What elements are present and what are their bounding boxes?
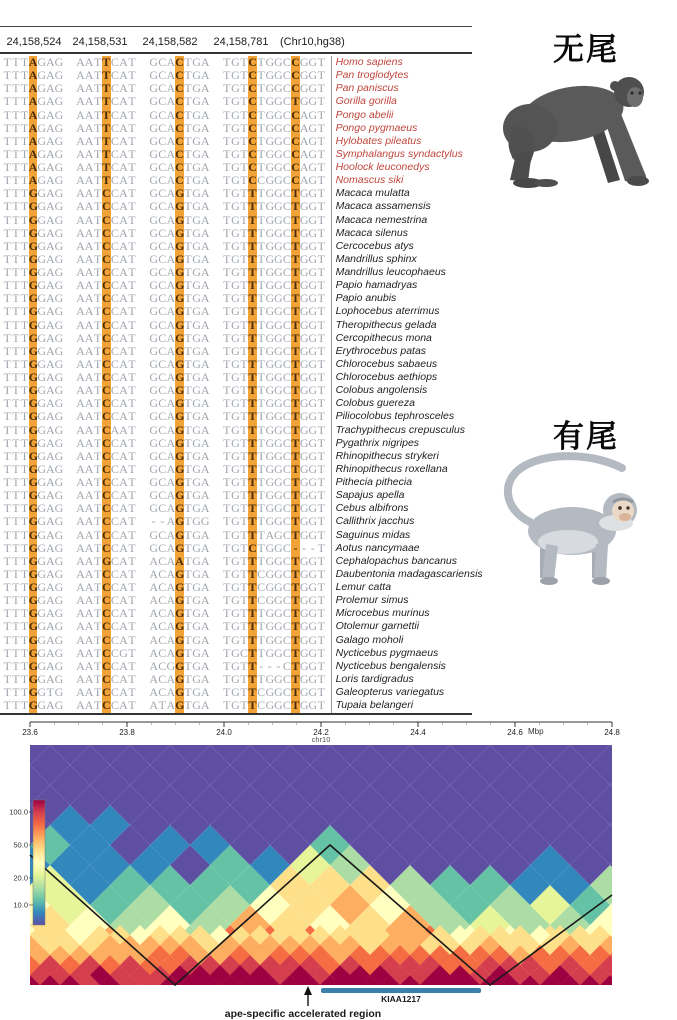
species-name: Lemur catta [335, 581, 392, 593]
tailless-label: 无尾 [553, 32, 619, 68]
species-name: Galeopterus variegatus [335, 686, 445, 698]
alignment-row: TTTGGAG AATCCAT ACGGTGA TGTT - - - CTGGT Nycticebus bengalensis [3, 658, 446, 673]
colorbar [9, 800, 45, 925]
species-name: Pongo pygmaeus [335, 121, 418, 134]
species-name: Pan paniscus [335, 82, 399, 95]
alignment-row: TTTAGAG AATTCAT GCACTGA TGTCTGGCCAGT Hoolock leuconedys [3, 160, 430, 174]
species-name: Hylobates pileatus [335, 134, 422, 147]
alignment-row: TTTGGAG AATCCAT ACAGTGA TGTTTGGCTGGT Galago moholi [3, 632, 404, 647]
axis-unit-label: Mbp [528, 727, 544, 736]
ape-illustration [488, 62, 666, 197]
position-label-3: 24,158,582 [142, 36, 198, 48]
alignment-row: TTTGGAG AATCCAT GCAGTGA TGTTTGGCTGGT Pithecia pithecia [3, 475, 413, 489]
alignment-row: TTTGGAG AATCCAT GCAGTGA TGTTTGGCTGGT Theropithecus gelada [3, 317, 437, 332]
gene-label: KIAA1217 [381, 994, 421, 1004]
species-name: Theropithecus gelada [335, 318, 437, 331]
alignment-row: TTTGGAG AATCCAT GCAGTGA TGTCTGGC - - - T Aotus nancymaae [3, 540, 420, 555]
alignment-row: TTTGGAG AATCCAT ACAGTGA TGTTCGGCTGGT Lemur catta [3, 580, 392, 594]
alignment-row: TTTGGAG AATCCAT GCAGTGA TGTTTGGCTGGT Cebus albifrons [3, 501, 409, 516]
position-label-4: 24,158,781 [213, 36, 269, 48]
axis-tick-label: 24.8 [604, 728, 620, 737]
alignment-row: TTTGGAG AATCCAT GCAGTGA TGTTTGGCTGGT Sapajus apella [3, 488, 405, 503]
alignment-row: TTTAGAG AATTCAT GCACTGA TGTCCGGCCAGT Nomascus siki [3, 173, 404, 188]
position-label-2: 24,158,531 [72, 36, 128, 48]
axis-tick-label: 24.4 [410, 728, 426, 737]
species-name: Rhinopithecus roxellana [335, 462, 448, 475]
sequence-alignment [0, 56, 483, 712]
alignment-row: TTTAGAG AATTCAT GCACTGA TGTCTGGCCAGT Symphalangus syndactylus [3, 146, 463, 161]
species-name: Cercopithecus mona [335, 331, 432, 344]
species-name: Mandrillus leucophaeus [335, 266, 446, 278]
alignment-row: TTTGGAG AATCCAT GCAGTGA TGTTTGGCTGGT Pygathrix nigripes [3, 435, 420, 450]
alignment-row: TTTGGAG AATCCAT ACAGTGA TGTTTGGCTGGT Otolemur garnettii [3, 619, 420, 634]
species-name: Cebus albifrons [335, 502, 409, 515]
alignment-row: TTTGGAG AATCCAT GCAGTGA TGTTTGGCTGGT Erythrocebus patas [3, 343, 427, 358]
alignment-row: TTTGGAG AATCCAT GCAGTGA TGTTTGGCTGGT Cercopithecus mona [3, 330, 432, 345]
species-name: Pygathrix nigripes [335, 436, 420, 449]
colorbar-tick-label: 20.0 [13, 873, 28, 883]
genomic-axis [22, 722, 620, 744]
axis-tick-label: 23.8 [119, 728, 135, 737]
alignment-row: TTTGGAG AATCCAT - - AGTGG TGTTTGGCTGGT Callithrix jacchus [3, 514, 415, 529]
arrow-head [304, 986, 312, 995]
species-name: Gorilla gorilla [335, 95, 397, 108]
monkey-illustration [492, 448, 654, 598]
species-name: Erythrocebus patas [335, 344, 427, 357]
alignment-row: TTTGGAG AATCCAT ACAGTGA TGTTTGGCTGGT Microcebus murinus [3, 606, 430, 621]
alignment-row: TTTGGAG AATCCAT GCAGTGA TGTTTGGCTGGT Rhinopithecus strykeri [3, 448, 439, 463]
species-name: Papio anubis [335, 292, 397, 305]
alignment-row: TTTGGAG AATCCAT GCAGTGA TGTTTGGCTGGT Papio anubis [3, 291, 397, 306]
tailed-label: 有尾 [553, 419, 619, 455]
species-name: Saguinus midas [335, 528, 411, 541]
alignment-top-rule [0, 26, 472, 27]
position-label-1: 24,158,524 [6, 36, 62, 48]
alignment-row: TTTGGAG AATCCAT GCAGTGA TGTTTGGCTGGT Lophocebus aterrimus [3, 304, 440, 319]
alignment-row: TTTGGAG AATCCAT GCAGTGA TGTTTGGCTGGT Macaca silenus [3, 225, 408, 240]
ape-silhouette [503, 77, 649, 188]
species-name: Macaca assamensis [335, 200, 431, 213]
alignment-row: TTTGGAG AATCCAT ACAGTGA TGTTTGGCTGGT Loris tardigradus [3, 671, 414, 686]
species-name: Cercocebus atys [335, 239, 414, 252]
alignment-row: TTTGGAG AATCCAT GCAGTGA TGTTTGGCTGGT Mandrillus sphinx [3, 251, 417, 266]
alignment-row: TTTGGAG AATCAAT GCAGTGA TGTTTGGCTGGT Trachypithecus crepusculus [3, 422, 465, 437]
species-name: Pithecia pithecia [335, 476, 413, 488]
species-name: Symphalangus syndactylus [335, 147, 463, 160]
species-name: Lophocebus aterrimus [335, 305, 440, 318]
alignment-row: TTTGGAG AATCCAT ACAGTGA TGTTCGGCTGGT Daubentonia madagascariensis [3, 566, 483, 581]
alignment-row: TTTGGAG AATCCAT GCAGTGA TGTTTGGCTGGT Macaca nemestrina [3, 212, 428, 227]
species-name: Macaca mulatta [335, 187, 410, 200]
alignment-row: TTTGGAG AATCCAT GCAGTGA TGTTTAGCTGGT Saguinus midas [3, 527, 411, 542]
species-name: Cephalopachus bancanus [335, 554, 458, 567]
species-name: Piliocolobus tephrosceles [335, 410, 455, 423]
species-name: Chlorocebus aethiops [335, 371, 438, 383]
alignment-header-rule [0, 52, 472, 54]
species-name: Nomascus siki [335, 174, 404, 187]
annotations [225, 986, 481, 1020]
alignment-row: TTTAGAG AATTCAT GCACTGA TGTCTGGCCGGT Pan paniscus [3, 81, 399, 96]
alignment-row: TTTGGTG AATCCAT ACAGTGA TGTTCGGCTGGT Galeopterus variegatus [3, 685, 445, 699]
alignment-row: TTTAGAG AATTCAT GCACTGA TGTCTGGCCGGT Homo sapiens [3, 55, 403, 69]
axis-tick-label: 24.2 [313, 728, 329, 737]
alignment-row: TTTGGAG AATCCAT GCAGTGA TGTTTGGCTGGT Piliocolobus tephrosceles [3, 409, 455, 424]
alignment-row: TTTGGAG AATCCAT GCAGTGA TGTTTGGCTGGT Colobus angolensis [3, 383, 428, 398]
alignment-row: TTTGGAG AATCCAT GCAGTGA TGTTTGGCTGGT Chlorocebus sabaeus [3, 356, 438, 371]
species-name: Colobus guereza [335, 397, 415, 410]
species-name: Homo sapiens [335, 56, 403, 68]
alignment-row: TTTAGAG AATTCAT GCACTGA TGTCTGGCTGGT Gorilla gorilla [3, 94, 397, 109]
species-name: Otolemur garnettii [335, 620, 420, 633]
species-name: Tupaia belangeri [335, 699, 414, 712]
accelerated-region-label: ape-specific accelerated region [224, 1008, 382, 1020]
monkey-silhouette [508, 456, 637, 585]
alignment-row: TTTAGAG AATTCAT GCACTGA TGTCTGGCCGGT Pan troglodytes [3, 68, 409, 83]
species-name: Aotus nancymaae [335, 541, 420, 554]
alignment-row: TTTAGAG AATTCAT GCACTGA TGTCTGGCCAGT Hylobates pileatus [3, 133, 422, 148]
chromosome-label: chr10 [311, 735, 331, 744]
species-name: Macaca silenus [335, 226, 408, 239]
species-name: Mandrillus sphinx [335, 252, 417, 265]
contact-map-figure [0, 715, 677, 1020]
alignment-row: TTTGGAG AATGCAT ACAATGA TGTTTGGCTGGT Cephalopachus bancanus [3, 553, 458, 568]
alignment-row: TTTGGAG AATCCAT GCAGTGA TGTTTGGCTGGT Rhinopithecus roxellana [3, 461, 448, 476]
alignment-row: TTTAGAG AATTCAT GCACTGA TGTCTGGCCAGT Pongo abelii [3, 107, 394, 122]
axis-tick-label: 24.6 [507, 728, 523, 737]
species-name: Pongo abelii [335, 108, 394, 121]
species-name: Rhinopithecus strykeri [335, 449, 439, 462]
species-name: Trachypithecus crepusculus [335, 423, 465, 436]
species-name: Nycticebus bengalensis [335, 659, 446, 672]
alignment-row: TTTGGAG AATCCGT ACAGTGA TGCTTGGCTGGT Nycticebus pygmaeus [3, 645, 439, 660]
alignment-row: TTTGGAG AATCCAT GCAGTGA TGTTTGGCTGGT Macaca mulatta [3, 186, 410, 201]
alignment-row: TTTGGAG AATCCAT ATAGTGA TGTTCGGCTGGT Tupaia belangeri [3, 698, 414, 713]
alignment-row: TTTGGAG AATCCAT GCAGTGA TGTTTGGCTGGT Cercocebus atys [3, 238, 414, 253]
species-name: Macaca nemestrina [335, 213, 428, 226]
axis-tick-label: 23.6 [22, 728, 38, 737]
colorbar-tick-label: 10.0 [13, 900, 28, 910]
alignment-row: TTTGGAG AATCCAT GCAGTGA TGTTTGGCTGGT Papio hamadryas [3, 278, 418, 293]
species-name: Loris tardigradus [335, 672, 414, 685]
colorbar-tick-label: 50.0 [13, 840, 28, 850]
species-name: Nycticebus pygmaeus [335, 646, 439, 659]
species-name: Chlorocebus sabaeus [335, 357, 438, 370]
species-name: Galago moholi [335, 633, 404, 646]
species-name: Callithrix jacchus [335, 515, 415, 528]
alignment-row: TTTAGAG AATTCAT GCACTGA TGTCTGGCCAGT Pongo pygmaeus [3, 120, 418, 135]
axis-tick-label: 24.0 [216, 728, 232, 737]
alignment-row: TTTGGAG AATCCAT GCAGTGA TGTTTGGCTGGT Mandrillus leucophaeus [3, 265, 446, 279]
species-name: Colobus angolensis [335, 384, 428, 397]
contact-heatmap [0, 725, 670, 1005]
species-name: Hoolock leuconedys [335, 161, 430, 173]
colorbar-tick-label: 100.0 [9, 807, 28, 817]
species-name: Papio hamadryas [335, 279, 418, 292]
alignment-row: TTTGGAG AATCCAT ACAGTGA TGTTCGGCTGGT Prolemur simus [3, 593, 409, 608]
species-name: Pan troglodytes [335, 69, 409, 82]
species-name: Sapajus apella [335, 489, 405, 502]
gene-bar [321, 988, 481, 993]
assembly-label: (Chr10,hg38) [280, 36, 345, 48]
species-name: Microcebus murinus [335, 607, 430, 620]
alignment-row: TTTGGAG AATCCAT GCAGTGA TGTTTGGCTGGT Colobus guereza [3, 396, 415, 411]
alignment-row: TTTGGAG AATCCAT GCAGTGA TGTTTGGCTGGT Chlorocebus aethiops [3, 370, 438, 384]
species-name: Daubentonia madagascariensis [335, 567, 483, 580]
alignment-row: TTTGGAG AATCCAT GCAGTGA TGTTTGGCTGGT Macaca assamensis [3, 199, 431, 214]
species-name: Prolemur simus [335, 594, 409, 607]
